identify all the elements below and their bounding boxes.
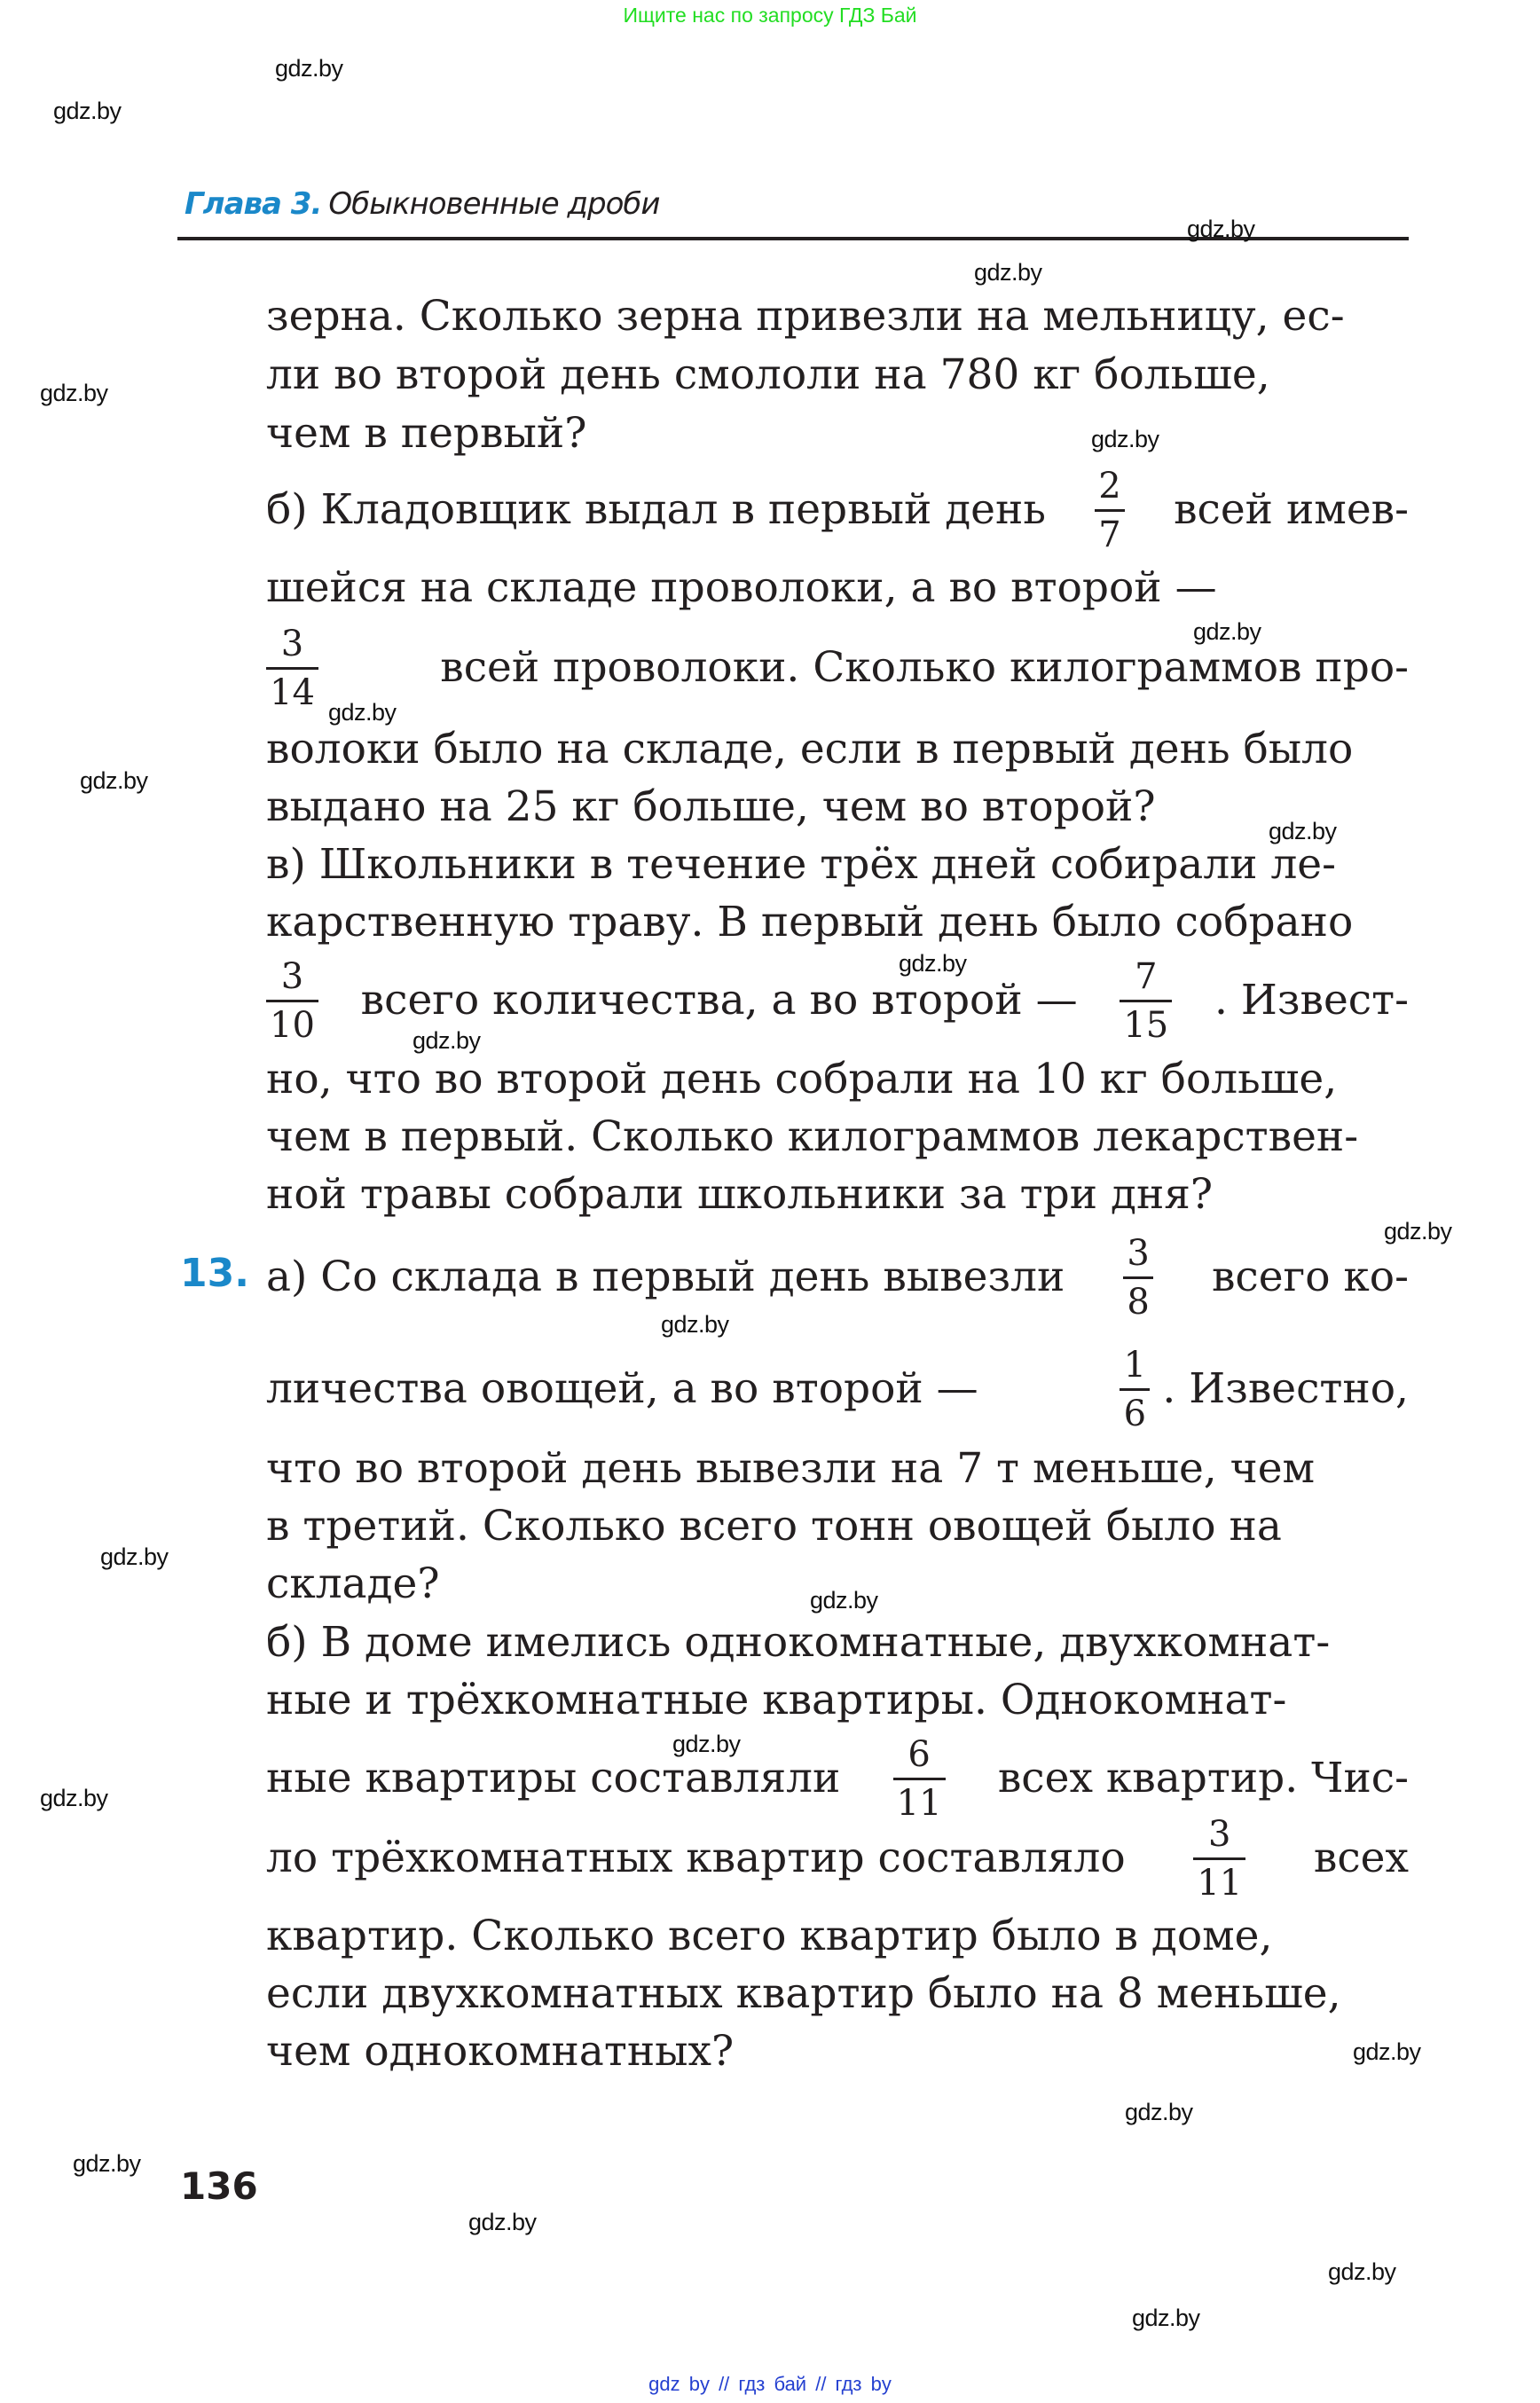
fraction-3-10: $\frac{3}{10}$ xyxy=(266,957,318,1045)
text-line: что во второй день вывезли на 7 т меньше, чем xyxy=(266,1444,1316,1493)
text-line: чем в первый. Сколько килограммов лекарствен- xyxy=(266,1112,1359,1161)
chapter-title: Обыкновенные дроби xyxy=(328,186,660,222)
watermark: gdz.by xyxy=(899,950,967,977)
watermark: gdz.by xyxy=(1132,2305,1200,2331)
text-line: ной травы собрали школьники за три дня? xyxy=(266,1170,1214,1219)
watermark: gdz.by xyxy=(672,1731,741,1757)
text-line: волоки было на складе, если в первый день было xyxy=(266,725,1354,774)
watermark: gdz.by xyxy=(53,98,122,124)
text-line: складе? xyxy=(266,1559,440,1608)
watermark: gdz.by xyxy=(328,699,397,726)
watermark: gdz.by xyxy=(100,1543,169,1570)
text-line: $\frac{3}{10}$ всего количества, а во второй — $\frac{7}{15}$ . Извест- xyxy=(266,974,1409,1027)
text-line: ные квартиры составляли $\frac{6}{11}$ всех квартир. Чис- xyxy=(266,1733,1409,1824)
watermark: gdz.by xyxy=(275,55,343,82)
fraction-3-11: $\frac{3}{11}$ xyxy=(1193,1815,1245,1903)
watermark: gdz.by xyxy=(1353,2038,1421,2065)
text-line: квартир. Сколько всего квартир было в доме, xyxy=(266,1912,1273,1960)
watermark: gdz.by xyxy=(661,1311,729,1338)
text-line: карственную траву. В первый день было собрано xyxy=(266,898,1354,946)
text-line: $\frac{3}{14}$ всей проволоки. Сколько килограммов про- xyxy=(266,641,1409,695)
text-line: ли во второй день смололи на 780 кг больше, xyxy=(266,350,1270,399)
watermark: gdz.by xyxy=(810,1587,878,1614)
watermark: gdz.by xyxy=(1328,2258,1396,2285)
task-number: 13. xyxy=(180,1251,249,1296)
watermark: gdz.by xyxy=(974,259,1042,286)
watermark: gdz.by xyxy=(80,767,148,794)
chapter-label: Глава 3. xyxy=(185,186,322,222)
fraction-3-14: $\frac{3}{14}$ xyxy=(266,624,318,712)
text-line: ные и трёхкомнатные квартиры. Однокомнат- xyxy=(266,1676,1287,1724)
fraction-2-7: $\frac{2}{7}$ xyxy=(1095,467,1125,554)
text-line: ло трёхкомнатных квартир составляло $\frac{3}{11}$ всех xyxy=(266,1813,1409,1904)
watermark: gdz.by xyxy=(40,1785,108,1811)
top-banner: Ищите нас по запросу ГДЗ Бай xyxy=(623,4,917,27)
watermark: gdz.by xyxy=(73,2150,141,2177)
watermark: gdz.by xyxy=(1125,2099,1193,2125)
text-line: чем в первый? xyxy=(266,409,587,458)
watermark: gdz.by xyxy=(1384,1218,1452,1245)
text-line: а) Со склада в первый день вывезли $\frac{3}{8}$ всего ко- xyxy=(266,1232,1409,1323)
running-header xyxy=(185,186,659,222)
text-line: но, что во второй день собрали на 10 кг больше, xyxy=(266,1055,1338,1103)
text-line: в третий. Сколько всего тонн овощей было на xyxy=(266,1502,1282,1551)
bottom-banner: gdz by // гдз бай // гдз by xyxy=(648,2373,892,2395)
fraction-3-8: $\frac{3}{8}$ xyxy=(1123,1234,1153,1322)
watermark: gdz.by xyxy=(1193,618,1261,645)
text-line: в) Школьники в течение трёх дней собирали ле- xyxy=(266,840,1337,889)
watermark: gdz.by xyxy=(1091,426,1159,452)
fraction-1-6: $\frac{1}{6}$ xyxy=(1120,1346,1150,1433)
text-line: б) Кладовщик выдал в первый день $\frac{2}{7}$ всей имев- xyxy=(266,465,1409,555)
watermark: gdz.by xyxy=(468,2209,537,2235)
watermark: gdz.by xyxy=(1269,818,1337,844)
fraction-7-15: $\frac{7}{15}$ xyxy=(1120,957,1172,1045)
page-number: 136 xyxy=(180,2164,258,2208)
text-line: шейся на складе проволоки, а во второй — xyxy=(266,563,1217,612)
watermark: gdz.by xyxy=(40,380,108,406)
text-line: если двухкомнатных квартир было на 8 меньше, xyxy=(266,1969,1341,2018)
text-line: б) В доме имелись однокомнатные, двухкомнат- xyxy=(266,1618,1331,1667)
text-line: выдано на 25 кг больше, чем во второй? xyxy=(266,782,1156,831)
fraction-6-11: $\frac{6}{11}$ xyxy=(893,1735,946,1823)
text-line: личества овощей, а во второй — $\frac{1}{6}$ . Известно, xyxy=(266,1344,1409,1434)
text-line: чем однокомнатных? xyxy=(266,2027,735,2076)
watermark: gdz.by xyxy=(1187,216,1255,242)
text-line: зерна. Сколько зерна привезли на мельницу, ес- xyxy=(266,292,1345,341)
watermark: gdz.by xyxy=(412,1027,481,1054)
